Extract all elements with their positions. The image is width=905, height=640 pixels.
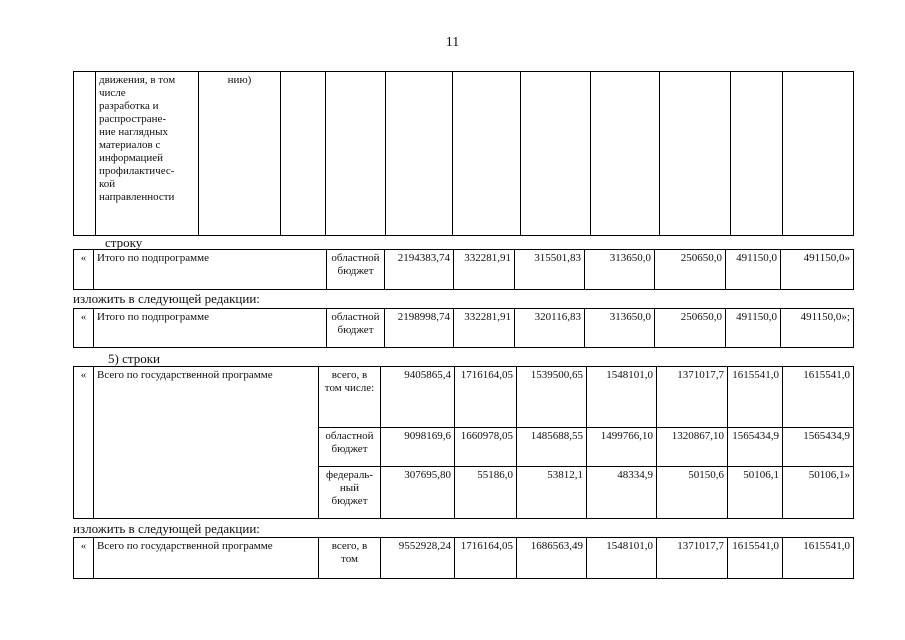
measure-name-line: движения, в том — [99, 74, 176, 86]
value-cell: 1716164,05 — [455, 538, 517, 579]
label-strings-5: 5) строки — [108, 351, 160, 366]
measure-name-line: материалов с — [99, 139, 161, 151]
value-cell: 1615541,0 — [783, 538, 854, 579]
funding-source: областной бюджет — [327, 250, 385, 290]
value-cell: 1660978,05 — [455, 428, 517, 467]
value-cell: 307695,80 — [381, 467, 455, 519]
value-cell: 50106,1» — [783, 467, 854, 519]
value-cell: 313650,0 — [585, 250, 655, 290]
value-cell: 315501,83 — [515, 250, 585, 290]
funding-source: областной бюджет — [327, 309, 385, 348]
value-cell: 9405865,4 — [381, 367, 455, 428]
value-cell: 1686563,49 — [517, 538, 587, 579]
empty-cell — [731, 72, 783, 236]
value-cell: 320116,83 — [515, 309, 585, 348]
empty-cell — [74, 72, 96, 236]
open-quote: « — [74, 367, 94, 519]
value-cell: 9552928,24 — [381, 538, 455, 579]
executor-cell — [199, 72, 281, 236]
value-cell: 491150,0» — [781, 250, 854, 290]
open-quote: « — [74, 250, 94, 290]
value-cell: 2198998,74 — [385, 309, 454, 348]
row-name: Всего по государственной программе — [94, 538, 319, 579]
value-cell: 332281,91 — [454, 309, 515, 348]
measure-name-cell — [96, 72, 199, 236]
label-edit-2: изложить в следующей редакции: — [73, 521, 260, 536]
label-edit-1: изложить в следующей редакции: — [73, 291, 260, 306]
value-cell: 50106,1 — [728, 467, 783, 519]
value-cell: 491150,0»; — [781, 309, 854, 348]
old-subprogram-table — [73, 249, 854, 290]
open-quote: « — [74, 309, 94, 348]
value-cell: 1548101,0 — [587, 367, 657, 428]
value-cell: 1499766,10 — [587, 428, 657, 467]
measure-name-line: информацией — [99, 152, 164, 164]
row-name: Итого по подпрограмме — [94, 250, 327, 290]
value-cell: 48334,9 — [587, 467, 657, 519]
new-program-table — [73, 537, 854, 579]
continuation-table — [73, 71, 854, 236]
value-cell: 250650,0 — [655, 309, 726, 348]
value-cell: 332281,91 — [454, 250, 515, 290]
value-cell: 1485688,55 — [517, 428, 587, 467]
value-cell: 313650,0 — [585, 309, 655, 348]
value-cell: 1371017,7 — [657, 367, 728, 428]
empty-cell — [521, 72, 591, 236]
empty-cell — [591, 72, 660, 236]
empty-cell — [783, 72, 854, 236]
funding-source: всего, в том числе: — [319, 367, 381, 428]
funding-source: областной бюджет — [319, 428, 381, 467]
value-cell: 1615541,0 — [728, 367, 783, 428]
row-name: Всего по государственной программе — [94, 367, 319, 519]
value-cell: 1565434,9 — [728, 428, 783, 467]
value-cell: 9098169,6 — [381, 428, 455, 467]
measure-name-line: ние наглядных — [99, 126, 169, 138]
funding-source: всего, в том — [319, 538, 381, 579]
empty-cell — [281, 72, 326, 236]
value-cell: 1371017,7 — [657, 538, 728, 579]
value-cell: 55186,0 — [455, 467, 517, 519]
old-program-table — [73, 366, 854, 519]
new-subprogram-table — [73, 308, 854, 348]
value-cell: 1615541,0 — [783, 367, 854, 428]
value-cell: 491150,0 — [726, 309, 781, 348]
value-cell: 1565434,9 — [783, 428, 854, 467]
value-cell: 1548101,0 — [587, 538, 657, 579]
executor-text: нию) — [227, 74, 252, 86]
value-cell: 491150,0 — [726, 250, 781, 290]
value-cell: 1320867,10 — [657, 428, 728, 467]
value-cell: 1716164,05 — [455, 367, 517, 428]
measure-name-line: профилактичес- — [99, 165, 175, 177]
row-name: Итого по подпрограмме — [94, 309, 327, 348]
value-cell: 1539500,65 — [517, 367, 587, 428]
measure-name-line: направленности — [99, 191, 175, 203]
empty-cell — [660, 72, 731, 236]
value-cell: 2194383,74 — [385, 250, 454, 290]
measure-name-line: числе — [99, 87, 126, 99]
measure-name-line: разработка и — [99, 100, 159, 112]
open-quote: « — [74, 538, 94, 579]
label-stroku: строку — [105, 235, 143, 250]
value-cell: 53812,1 — [517, 467, 587, 519]
empty-cell — [386, 72, 453, 236]
value-cell: 250650,0 — [655, 250, 726, 290]
value-cell: 1615541,0 — [728, 538, 783, 579]
funding-source: федераль-ный бюджет — [319, 467, 381, 519]
empty-cell — [326, 72, 386, 236]
measure-name-line: распростране- — [99, 113, 167, 125]
empty-cell — [453, 72, 521, 236]
page-number: 11 — [445, 35, 460, 50]
value-cell: 50150,6 — [657, 467, 728, 519]
measure-name-line: кой — [99, 178, 116, 190]
